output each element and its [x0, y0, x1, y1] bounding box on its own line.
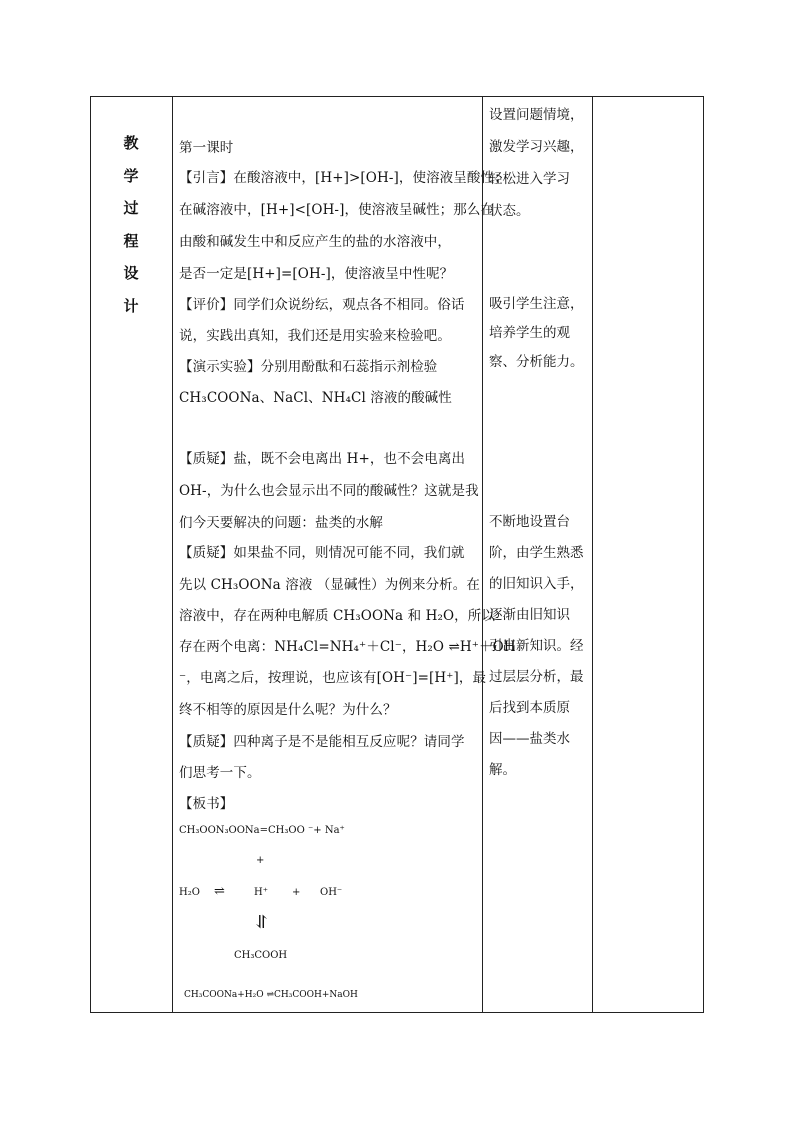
note-line: 察、分析能力。: [489, 354, 584, 370]
note-line: 过层层分析，最: [489, 669, 584, 685]
content-line: 由酸和碱发生中和反应产生的盐的水溶液中，: [179, 234, 451, 250]
content-line: 【板书】: [179, 796, 234, 812]
note-line: 逐渐由旧知识: [489, 607, 570, 623]
column-divider: [592, 96, 593, 1013]
note-line: 培养学生的观: [489, 325, 570, 341]
content-line: CH₃COONa、NaCl、NH₄Cl 溶液的酸碱性: [179, 390, 452, 406]
section-label: [118, 127, 144, 322]
board-formula: OH⁻: [320, 887, 343, 898]
board-formula: H⁺: [254, 887, 268, 898]
content-line: 是否一定是[H+]=[OH-]，使溶液呈中性呢？: [179, 266, 454, 282]
board-symbol: +: [256, 855, 265, 866]
note-line: 阶，由学生熟悉: [489, 545, 584, 561]
label-char: 学: [123, 166, 139, 185]
content-line: 【质疑】如果盐不同，则情况可能不同，我们就: [179, 545, 465, 561]
content-line: 【评价】同学们众说纷纭，观点各不相同。俗话: [179, 297, 465, 313]
note-line: 因——盐类水: [489, 731, 570, 747]
note-line: 吸引学生注意，: [489, 296, 584, 312]
label-char: 教: [123, 134, 139, 152]
label-char: 过: [123, 199, 139, 217]
content-line: 【质疑】四种离子是不是能相互反应呢？请同学: [179, 734, 465, 750]
note-line: 解。: [489, 762, 516, 778]
note-line: 轻松进入学习: [489, 171, 570, 187]
note-line: 不断地设置台: [489, 514, 570, 530]
content-line: 【演示实验】分别用酚酞和石蕊指示剂检验: [179, 359, 438, 375]
label-char: 计: [123, 296, 139, 315]
note-line: 状态。: [489, 203, 530, 219]
column-divider: [482, 96, 483, 1013]
content-line: ⁻，电离之后，按理说，也应该有[OH⁻]=[H⁺]，最: [179, 670, 487, 686]
content-line: 在碱溶液中，[H+]<[OH-]，使溶液呈碱性；那么在: [179, 202, 495, 218]
content-line: 【质疑】盐，既不会电离出 H+，也不会电离出: [179, 451, 466, 467]
content-line: 存在两个电离：NH₄Cl=NH₄⁺＋Cl⁻，H₂O ⇌H⁺＋OH: [179, 639, 516, 655]
note-line: 的旧知识入手，: [489, 576, 584, 592]
equilibrium-arrow-icon: ⇌: [214, 884, 225, 899]
content-line: OH-，为什么也会显示出不同的酸碱性？这就是我: [179, 483, 479, 499]
content-line: 们思考一下。: [179, 765, 261, 781]
content-line: 说，实践出真知，我们还是用实验来检验吧。: [179, 328, 451, 344]
column-divider: [172, 96, 173, 1013]
content-line: 第一课时: [179, 140, 234, 156]
note-line: 设置问题情境，: [489, 107, 584, 123]
label-char: 设: [123, 264, 139, 282]
content-line: 溶液中，存在两种电解质 CH₃OONa 和 H₂O，所以: [179, 608, 495, 624]
content-line: 【引言】在酸溶液中，[H+]>[OH-]，使溶液呈酸性；: [179, 170, 508, 186]
board-formula: CH₃COOH: [234, 950, 288, 961]
note-line: 后找到本质原: [489, 700, 570, 716]
equilibrium-down-arrow-icon: ⥯: [254, 912, 270, 933]
board-equation: CH₃COONa+H₂O ⇌CH₃COOH+NaOH: [184, 990, 358, 1000]
note-line: 引出新知识。经: [489, 638, 584, 654]
content-line: 终不相等的原因是什么呢？为什么？: [179, 702, 397, 718]
content-line: 先以 CH₃OONa 溶液 （显碱性）为例来分析。在: [179, 577, 480, 593]
board-symbol: +: [292, 887, 301, 898]
content-line: 们今天要解决的问题：盐类的水解: [179, 515, 383, 531]
board-equation: CH₃OON₃OONa=CH₃OO ⁻+ Na⁺: [179, 825, 345, 836]
label-char: 程: [123, 231, 139, 250]
note-line: 激发学习兴趣，: [489, 139, 584, 155]
board-formula: H₂O: [179, 887, 200, 898]
